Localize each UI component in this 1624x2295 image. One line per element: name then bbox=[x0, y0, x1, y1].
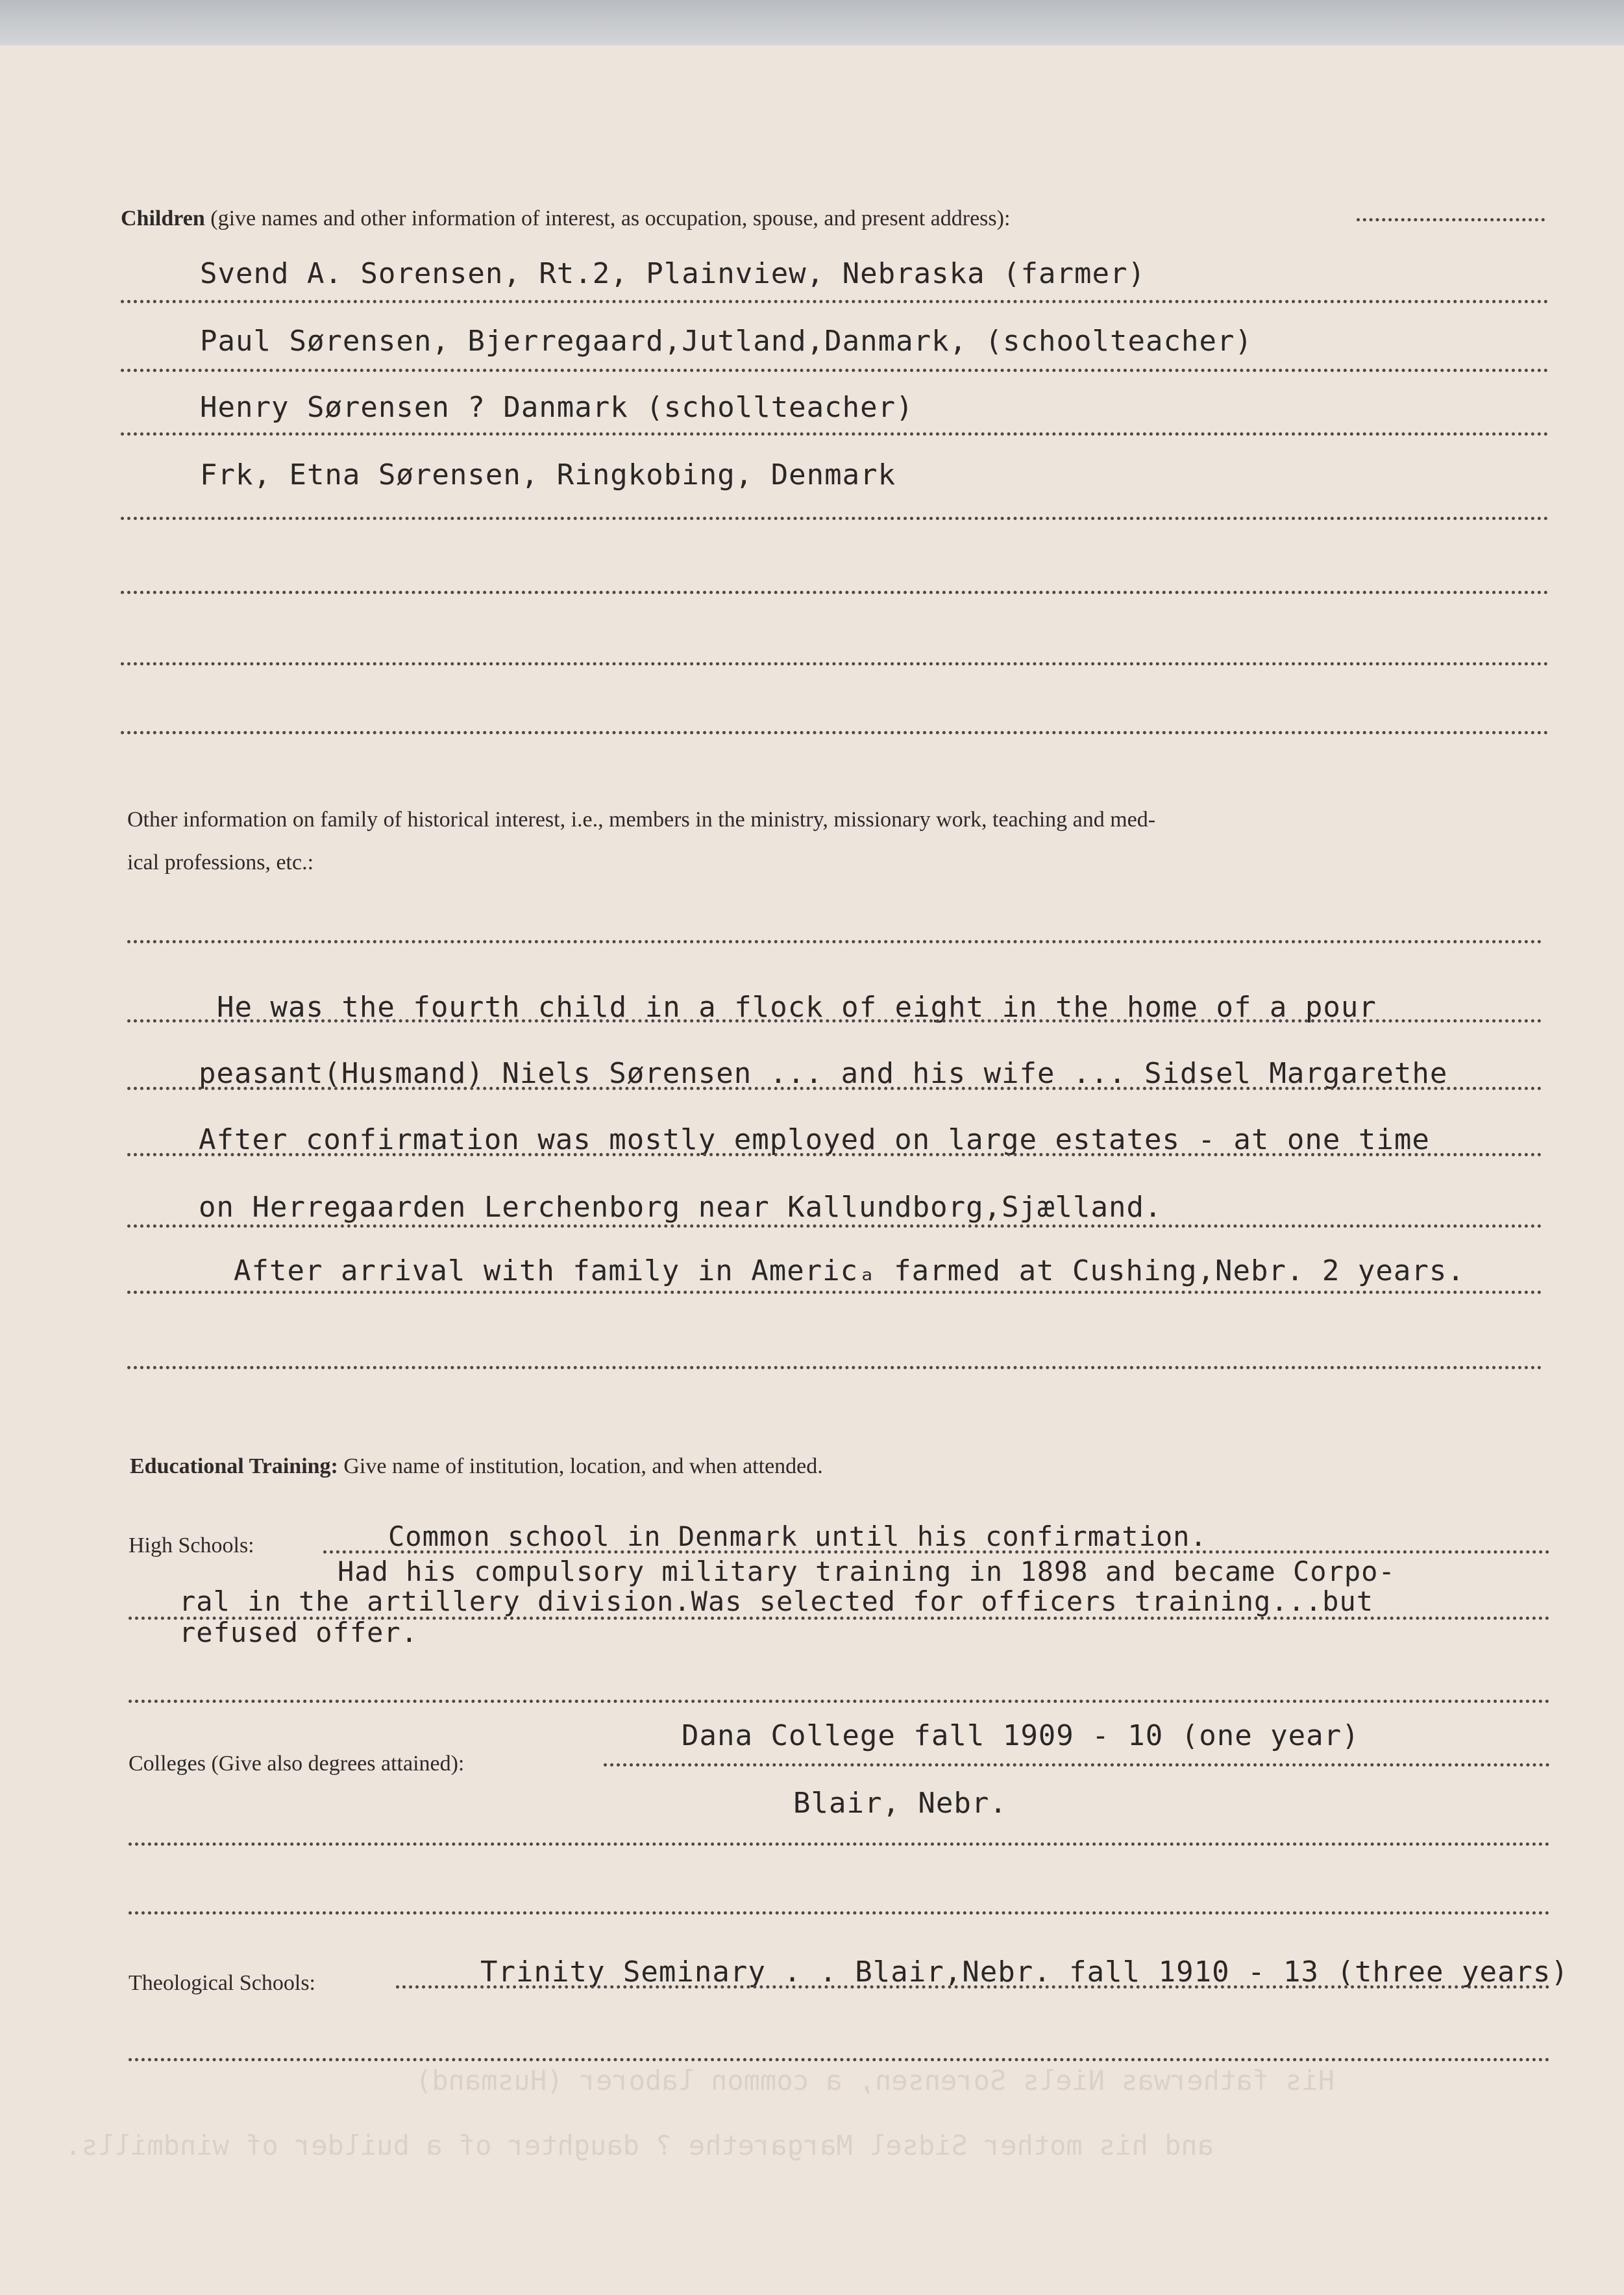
dotted-rule bbox=[604, 1763, 1550, 1767]
other-info-label-line2: ical professions, etc.: bbox=[127, 850, 314, 875]
dotted-rule bbox=[127, 1224, 1542, 1228]
dotted-rule bbox=[121, 369, 1549, 372]
dotted-rule bbox=[121, 731, 1549, 734]
high-school-line: Had his compulsory military training in 1898 and became Corpo- bbox=[338, 1556, 1396, 1587]
dotted-rule bbox=[129, 1842, 1550, 1846]
theological-schools-label: Theological Schools: bbox=[129, 1971, 316, 1995]
dotted-rule bbox=[323, 1550, 1550, 1554]
education-label: Educational Training: bbox=[130, 1454, 338, 1478]
dotted-rule bbox=[127, 1153, 1542, 1156]
dotted-rule bbox=[127, 1291, 1542, 1294]
dotted-rule bbox=[129, 2058, 1550, 2061]
child-entry: Paul Sørensen, Bjerregaard,Jutland,Danmark, (schoolteacher) bbox=[200, 325, 1253, 358]
dotted-rule bbox=[1357, 218, 1545, 221]
dotted-rule bbox=[121, 591, 1549, 594]
children-label-rest: (give names and other information of interest, as occupation, spouse, and present address): bbox=[210, 206, 1011, 230]
dotted-rule bbox=[396, 1985, 1550, 1989]
other-info-line: After confirmation was mostly employed on large estates - at one time bbox=[199, 1123, 1430, 1156]
child-entry: Henry Sørensen ? Danmark (schollteacher) bbox=[200, 391, 914, 424]
dotted-rule bbox=[127, 1087, 1542, 1090]
other-info-line: He was the fourth child in a flock of eight in the home of a pour bbox=[217, 991, 1377, 1024]
children-heading bbox=[121, 206, 1010, 231]
high-school-line: ral in the artillery division.Was selected for officers training...but bbox=[179, 1585, 1374, 1617]
other-info-line: After arrival with family in Americₐ farmed at Cushing,Nebr. 2 years. bbox=[234, 1254, 1465, 1287]
theological-line: Trinity Seminary . . Blair,Nebr. fall 1910 - 13 (three years) bbox=[480, 1955, 1569, 1989]
college-line: Dana College fall 1909 - 10 (one year) bbox=[682, 1719, 1360, 1752]
other-info-line: peasant(Husmand) Niels Sørensen ... and his wife ... Sidsel Margarethe bbox=[199, 1057, 1448, 1090]
dotted-rule bbox=[127, 940, 1542, 943]
high-school-line: refused offer. bbox=[179, 1617, 419, 1648]
dotted-rule bbox=[121, 517, 1549, 520]
other-info-label-line1: Other information on family of historical interest, i.e., members in the ministry, missionary work, teaching and med- bbox=[127, 808, 1156, 832]
bleed-through-line: and his mother Sidsel Margarethe ? daughter of a builder of windmills. bbox=[65, 2129, 1214, 2161]
dotted-rule bbox=[129, 1617, 1550, 1620]
dotted-rule bbox=[121, 662, 1549, 665]
children-label: Children bbox=[121, 206, 205, 230]
dotted-rule bbox=[127, 1366, 1542, 1369]
education-heading bbox=[130, 1454, 823, 1479]
dotted-rule bbox=[129, 1911, 1550, 1915]
high-school-line: Common school in Denmark until his confirmation. bbox=[388, 1520, 1207, 1552]
other-info-line: on Herregaarden Lerchenborg near Kallundborg,Sjælland. bbox=[199, 1191, 1163, 1224]
dotted-rule bbox=[121, 300, 1549, 303]
bleed-through-line: His fatherwas Niels Sorensen, a common laborer (Husmand) bbox=[415, 2065, 1335, 2096]
dotted-rule bbox=[121, 432, 1549, 436]
dotted-rule bbox=[127, 1019, 1542, 1023]
high-schools-label: High Schools: bbox=[129, 1533, 254, 1557]
child-entry: Frk, Etna Sørensen, Ringkobing, Denmark bbox=[200, 458, 896, 491]
scan-top-strip bbox=[0, 0, 1624, 45]
colleges-label: Colleges (Give also degrees attained): bbox=[129, 1752, 465, 1776]
education-label-rest: Give name of institution, location, and when attended. bbox=[343, 1454, 823, 1478]
child-entry: Svend A. Sorensen, Rt.2, Plainview, Nebraska (farmer) bbox=[200, 257, 1146, 290]
dotted-rule bbox=[129, 1700, 1550, 1703]
college-line: Blair, Nebr. bbox=[793, 1787, 1007, 1820]
